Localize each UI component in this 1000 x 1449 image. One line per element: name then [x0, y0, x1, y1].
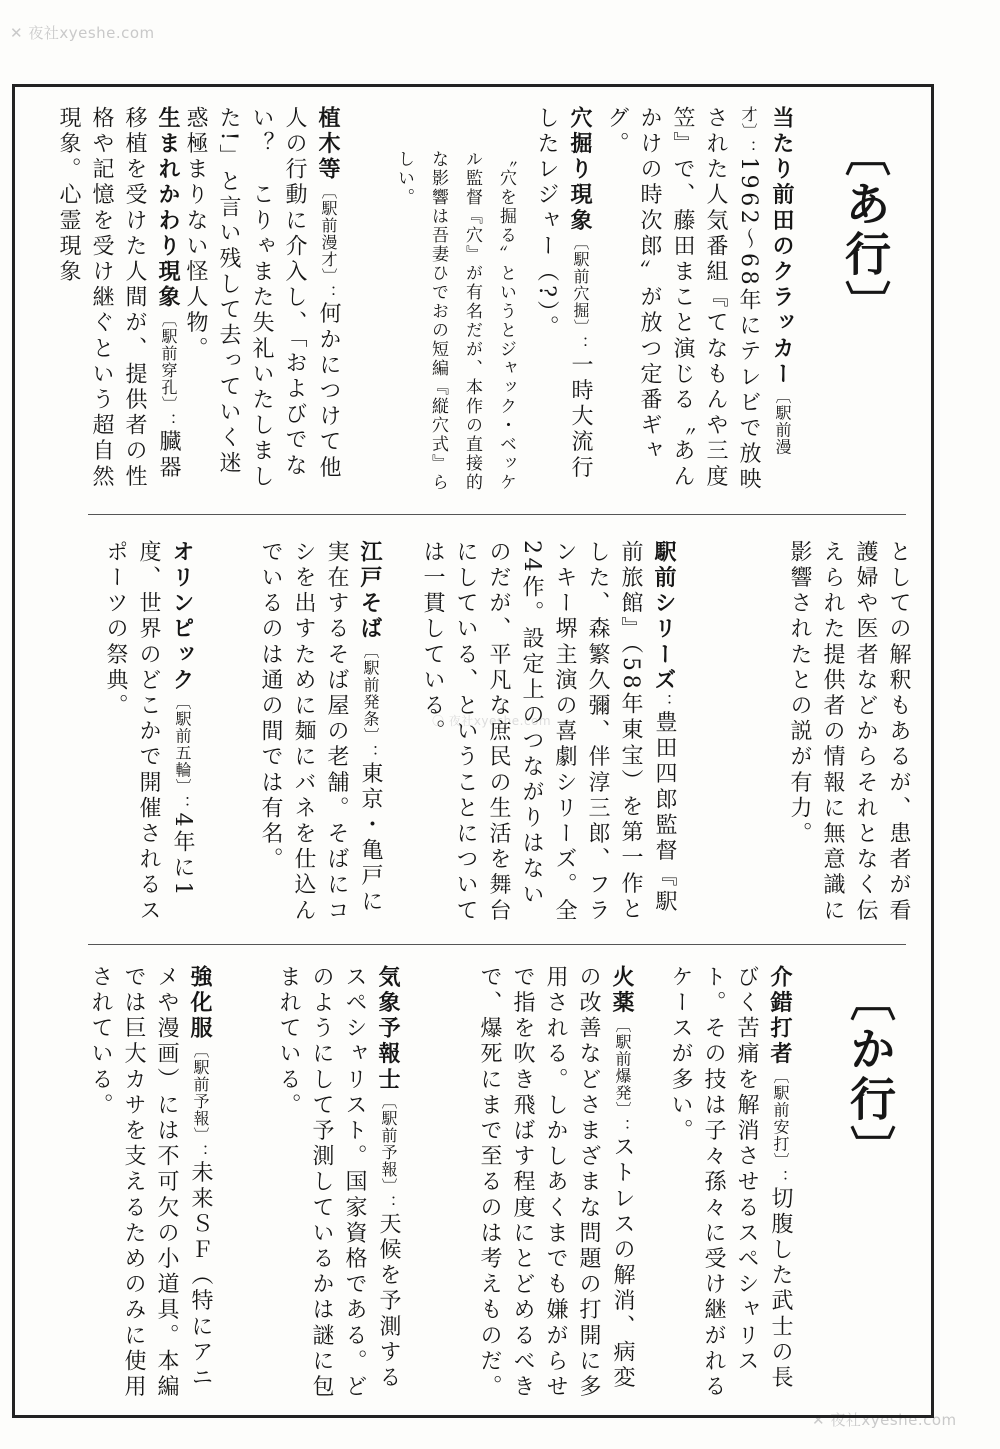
term-label: 火薬	[609, 965, 635, 1017]
term-label: 強化服	[187, 965, 213, 1042]
header-ka-gyou: 〔か行〕	[843, 975, 897, 1175]
entry-atarimaeda	[604, 106, 832, 501]
entry-olympic	[103, 540, 232, 930]
reading-label: 〔駅前発条〕：	[361, 642, 380, 762]
term-label: オリンピック	[169, 540, 195, 694]
entry-body: 東京・亀戸に実在するそば屋の老舗。そばにコシを出すために麺にバネを仕込んでいるのは通の間では有名。	[258, 540, 383, 924]
reading-label: 〔駅前爆発〕：	[613, 1016, 632, 1136]
entry-kyoukafuku	[80, 965, 250, 1405]
reading-label: 〔駅前予報〕：	[191, 1041, 210, 1161]
entry-kaishaku	[668, 965, 830, 1405]
reading-label: 〔駅前漫才〕：	[739, 106, 792, 456]
entry-body: 天候を予測するスペシャリスト。国家資格である。どのようにして予測しているかは謎に包まれている。	[276, 965, 401, 1401]
entry-anahori-note: 〝穴を掘る〟というとジャック・ベッケル監督『穴』が有名だが、本作の直接的な影響は吾妻ひでおの短編『縦穴式』らしい。	[394, 150, 516, 492]
term-label: 気象予報士	[375, 965, 401, 1093]
term-label: 穴掘り現象	[567, 106, 593, 234]
reading-label: 〔駅前漫才〕：	[319, 182, 338, 302]
reading-label: 〔駅前安打〕：	[771, 1067, 790, 1187]
entry-body: 一時大流行したレジャー（?）。	[534, 106, 593, 481]
reading-label: 〔駅前予報〕：	[379, 1093, 398, 1212]
entry-edosoba	[258, 540, 420, 930]
entry-body: ストレスの解消、病変の改善などさまざまな問題の打開に多用される。しかしあくまでも嫌がらせで指を吹き飛ばす程度にとどめるべきで、爆死にまで至るのは考えものだ。	[477, 965, 635, 1401]
reading-label: 〔駅前五輪〕：	[173, 693, 192, 813]
entry-body: 豊田四郎監督『駅前旅館』（58年東宝）を第一作とした、森繁久彌、伴淳三郎、フランキー堺主演の喜劇シリーズ。全24作。設定上のつながりはないのだが、平凡な庶民の生活を舞台にしている、ということについては一貫している。	[420, 540, 677, 924]
entry-body: 1962～68年にテレビで放映された人気番組『てなもんや三度笠』で、藤田まこと演じる〝あんかけの時次郎〟が放つ定番ギャグ。	[604, 106, 761, 493]
watermark-center: 〇 夜社xyeshe.com	[432, 714, 552, 728]
term-label: 植木等	[315, 106, 341, 183]
section-divider-2	[88, 944, 906, 945]
entry-kishou	[268, 965, 438, 1405]
entry-body: 未来ＳＦ（特にアニメや漫画）には不可欠の小道具。本編では巨大カサを支えるためのみに使用されている。	[88, 965, 213, 1401]
reading-label: ：	[655, 693, 674, 711]
entry-body: 切腹した武士の長びく苦痛を解消させるスペシャリスト。その技は子々孫々に受け継がれるケースが多い。	[668, 965, 793, 1401]
entry-uekira	[183, 106, 378, 501]
entry-anahori	[530, 106, 630, 501]
entry-ekimae	[420, 540, 714, 930]
watermark-top: ✕ 夜社xyeshe.com	[10, 24, 155, 42]
entry-body: 4年に1度、世界のどこかで開催されるスポーツの祭典。	[103, 540, 195, 924]
section-divider-1	[88, 514, 906, 515]
header-a-gyou: 〔あ行〕	[838, 130, 892, 330]
entry-body: 何かにつけて他人の行動に介入し、「およびでない？ こりゃまた失礼いたしました!」と言い残して去っていく迷惑極まりない怪人物。	[183, 106, 341, 490]
term-label: 江戸そば	[357, 540, 383, 643]
term-label: 当たり前田のクラッカー	[769, 106, 795, 388]
entry-umarekawari-continued: としての解釈もあるが、患者が看護婦や医者などからそれとなく伝えられた提供者の情報に無意識に影響されたとの説が有力。	[787, 540, 911, 924]
reading-label: 〔駅前穴掘〕：	[571, 234, 590, 353]
reading-label: 〔駅前穿孔〕：	[159, 310, 178, 430]
entry-body: 臓器移植を受けた人間が、提供者の性格や記憶を受け継ぐという超自然現象。心霊現象	[56, 106, 181, 490]
entry-kayaku	[462, 965, 672, 1405]
entry-umarekawari	[56, 106, 218, 501]
term-label: 駅前シリーズ	[651, 540, 677, 694]
term-label: 介錯打者	[767, 965, 793, 1068]
watermark-bottom: ✕ 夜社xyeshe.com	[812, 1411, 957, 1429]
term-label: 生まれかわり現象	[155, 106, 181, 311]
